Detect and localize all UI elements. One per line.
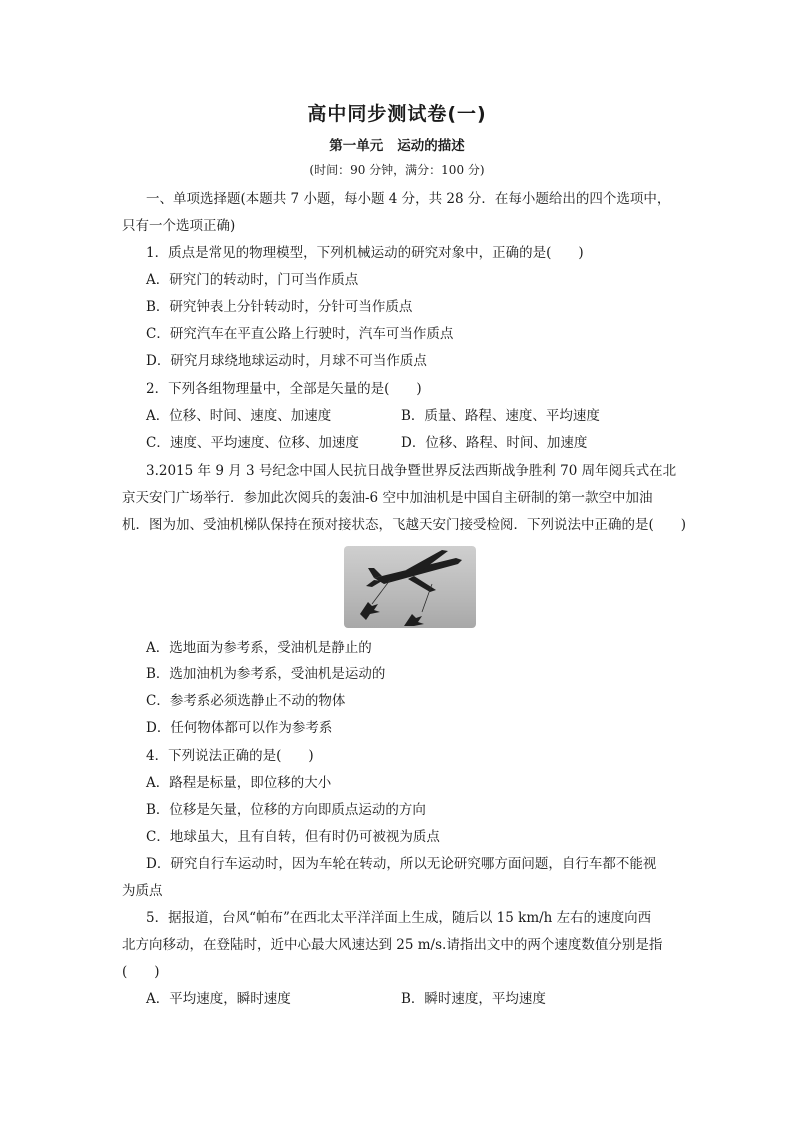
q2-stem: 2．下列各组物理量中，全部是矢量的是( ) bbox=[146, 381, 422, 397]
q5-stem-2: 北方向移动，在登陆时，近中心最大风速达到 25 m/s.请指出文中的两个速度数值分别是指 bbox=[122, 937, 663, 953]
q2-option-a: A．位移、时间、速度、加速度 bbox=[146, 408, 332, 424]
q1-option-b: B．研究钟表上分针转动时，分针可当作质点 bbox=[146, 299, 413, 315]
q4-option-a: A．路程是标量，即位移的大小 bbox=[146, 775, 332, 791]
q3-stem-3: 机．图为加、受油机梯队保持在预对接状态，飞越天安门接受检阅．下列说法中正确的是( ) bbox=[122, 517, 687, 533]
q1-option-a: A．研究门的转动时，门可当作质点 bbox=[146, 272, 359, 288]
q4-stem: 4．下列说法正确的是( ) bbox=[146, 748, 314, 764]
q3-stem-2: 京天安门广场举行．参加此次阅兵的轰油-6 空中加油机是中国自主研制的第一款空中加油 bbox=[122, 490, 653, 506]
q3-option-a: A．选地面为参考系，受油机是静止的 bbox=[146, 640, 372, 656]
page-title: 高中同步测试卷(一) bbox=[307, 103, 487, 125]
q1-option-c: C．研究汽车在平直公路上行驶时，汽车可当作质点 bbox=[146, 326, 454, 342]
q4-option-b: B．位移是矢量，位移的方向即质点运动的方向 bbox=[146, 802, 426, 818]
q3-option-c: C．参考系必须选静止不动的物体 bbox=[146, 693, 346, 709]
topic-label: 运动的描述 bbox=[397, 138, 465, 154]
q4-option-c: C．地球虽大，且有自转，但有时仍可被视为质点 bbox=[146, 829, 440, 845]
q4-option-d-cont: 为质点 bbox=[122, 883, 163, 899]
q1-option-d: D．研究月球绕地球运动时，月球不可当作质点 bbox=[146, 353, 427, 369]
exam-meta: (时间：90 分钟，满分：100 分) bbox=[309, 163, 485, 177]
q2-option-d: D．位移、路程、时间、加速度 bbox=[401, 435, 588, 451]
q2-option-c: C．速度、平均速度、位移、加速度 bbox=[146, 435, 359, 451]
q5-option-b: B．瞬时速度，平均速度 bbox=[401, 991, 546, 1007]
q3-stem-1: 3.2015 年 9 月 3 号纪念中国人民抗日战争暨世界反法西斯战争胜利 70 周年阅兵式在北 bbox=[146, 463, 677, 479]
section-heading-cont: 只有一个选项正确) bbox=[122, 218, 236, 234]
q3-option-b: B．选加油机为参考系，受油机是运动的 bbox=[146, 666, 386, 682]
q4-option-d: D．研究自行车运动时，因为车轮在转动，所以无论研究哪方面问题，自行车都不能视 bbox=[146, 856, 657, 872]
section-heading: 一、单项选择题(本题共 7 小题，每小题 4 分，共 28 分．在每小题给出的四个选项中， bbox=[146, 191, 671, 207]
q3-option-d: D．任何物体都可以作为参考系 bbox=[146, 720, 333, 736]
q5-stem-1: 5．据报道，台风“帕布”在西北太平洋洋面上生成，随后以 15 km/h 左右的速度向西 bbox=[146, 910, 652, 926]
q5-option-a: A．平均速度，瞬时速度 bbox=[146, 991, 291, 1007]
unit-label: 第一单元 bbox=[329, 138, 384, 154]
q2-option-b: B．质量、路程、速度、平均速度 bbox=[401, 408, 600, 424]
q5-stem-3: ( ) bbox=[122, 964, 160, 980]
refueling-aircraft-photo bbox=[344, 546, 476, 628]
unit-subtitle bbox=[0, 134, 794, 154]
q1-stem: 1．质点是常见的物理模型，下列机械运动的研究对象中，正确的是( ) bbox=[146, 245, 584, 261]
